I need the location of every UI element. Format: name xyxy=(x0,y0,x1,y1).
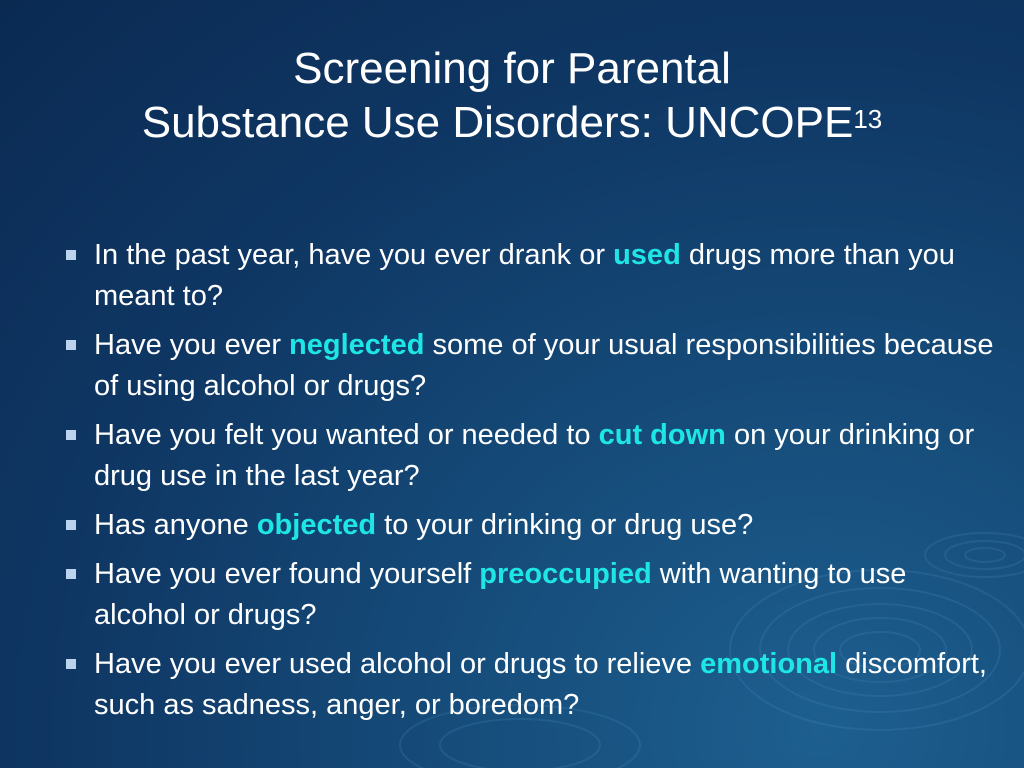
bullet-item xyxy=(64,644,994,726)
bullet-keyword: emotional xyxy=(700,648,838,680)
bullet-item xyxy=(64,235,994,317)
square-bullet-icon xyxy=(66,520,76,530)
slide-title xyxy=(0,42,1024,150)
title-superscript: 13 xyxy=(853,104,883,134)
bullet-text-before: Have you ever used alcohol or drugs to relieve xyxy=(94,648,701,680)
bullet-text-before: Has anyone xyxy=(94,509,257,541)
square-bullet-icon xyxy=(66,340,76,350)
square-bullet-icon xyxy=(66,659,76,669)
bullet-item xyxy=(64,505,994,546)
bullet-text-after: on your drinking or drug use in the last year? xyxy=(94,419,975,492)
bullet-text-after: with wanting to use alcohol or drugs? xyxy=(94,558,907,631)
bullet-text-before: Have you felt you wanted or needed to xyxy=(94,419,599,451)
bullet-item xyxy=(64,415,994,497)
bullet-text-after: discomfort, such as sadness, anger, or boredom? xyxy=(94,648,987,721)
bullet-keyword: neglected xyxy=(289,329,425,361)
bullet-text-after: drugs more than you meant to? xyxy=(94,239,955,312)
uncope-question-list xyxy=(64,235,994,734)
bullet-text-before: Have you ever xyxy=(94,329,290,361)
bullet-text-after: some of your usual responsibilities because of using alcohol or drugs? xyxy=(94,329,994,402)
bullet-text-before: In the past year, have you ever drank or xyxy=(94,239,614,271)
bullet-keyword: objected xyxy=(256,509,377,541)
bullet-text-before: Have you ever found yourself xyxy=(94,558,480,590)
title-line-2-text: Substance Use Disorders: UNCOPE xyxy=(141,98,854,147)
title-line-2 xyxy=(0,96,1024,150)
square-bullet-icon xyxy=(66,250,76,260)
bullet-keyword: used xyxy=(613,239,681,271)
square-bullet-icon xyxy=(66,430,76,440)
bullet-text-after: to your drinking or drug use? xyxy=(376,509,754,541)
title-line-1: Screening for Parental xyxy=(293,44,731,93)
bullet-keyword: cut down xyxy=(598,419,726,451)
bullet-item xyxy=(64,325,994,407)
square-bullet-icon xyxy=(66,569,76,579)
bullet-keyword: preoccupied xyxy=(479,558,652,590)
bullet-item xyxy=(64,554,994,636)
